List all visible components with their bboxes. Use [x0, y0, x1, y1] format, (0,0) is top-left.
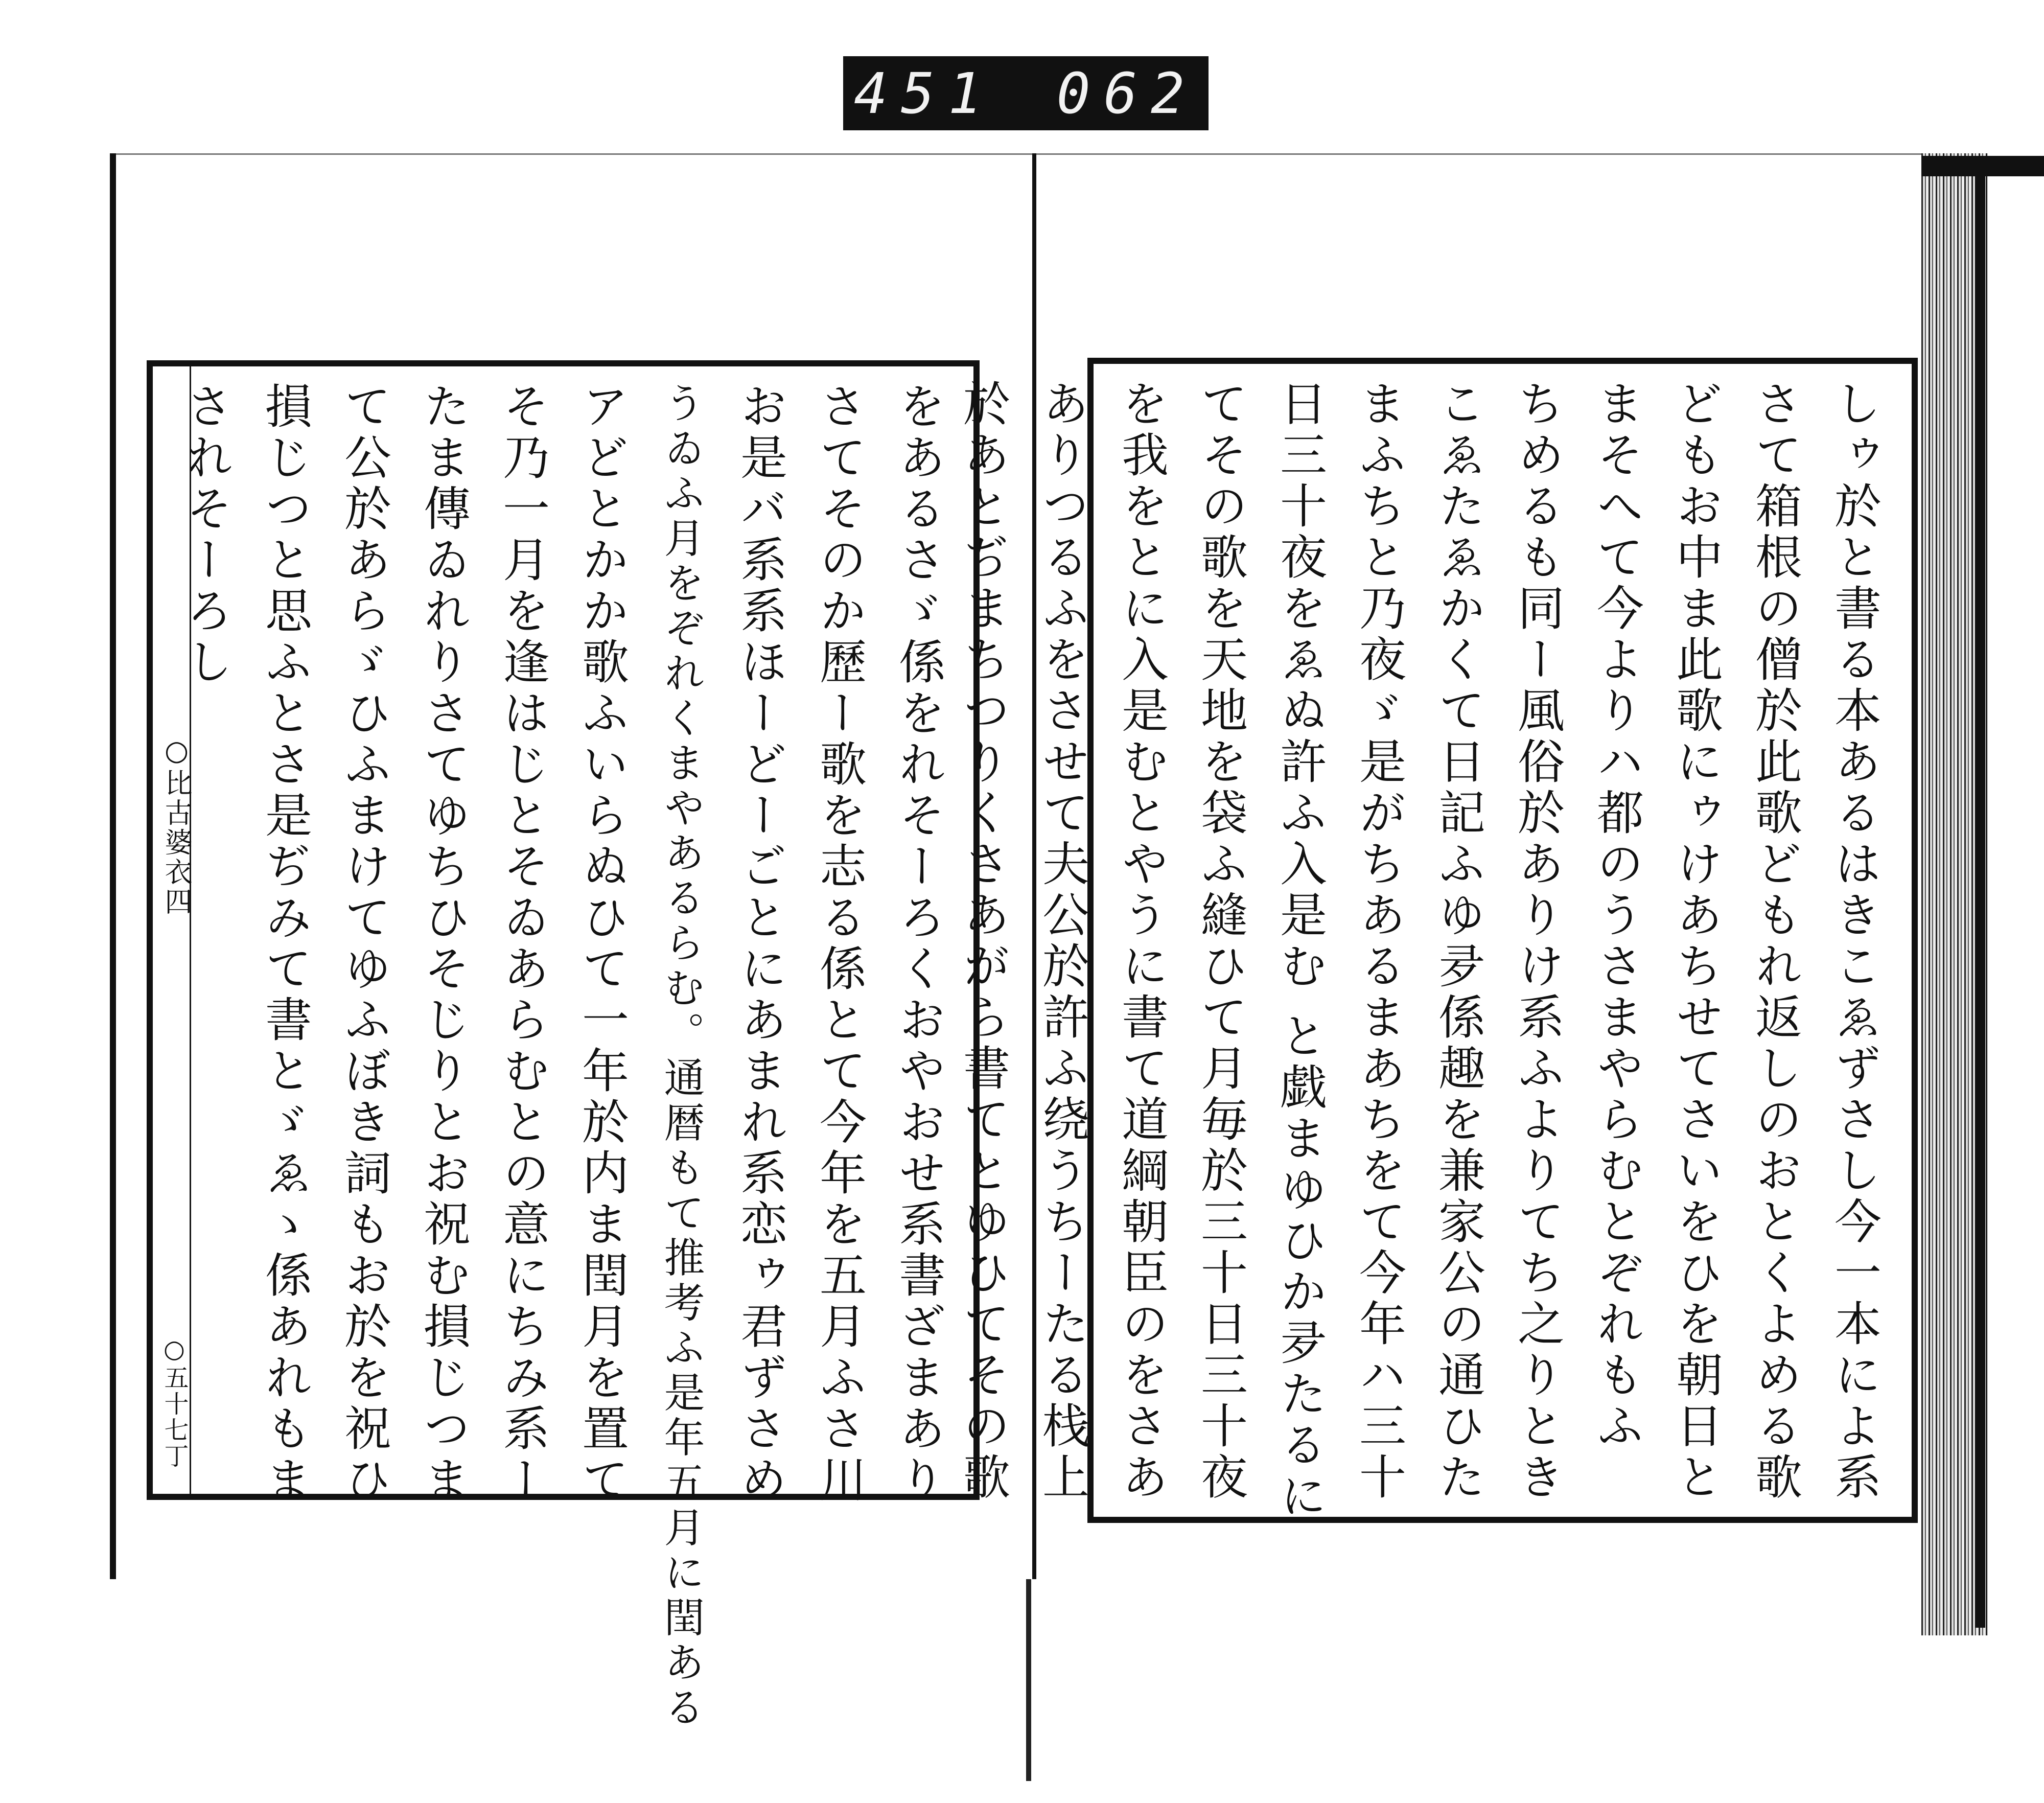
- text-column: されそーろし: [178, 382, 233, 688]
- text-column: しゥ於と書る本あるはきこゑずさし今一本によ系: [1827, 379, 1882, 1504]
- left-page-top-edge: [116, 153, 1036, 155]
- left-body-text: [178, 382, 958, 1731]
- text-column: まふちと乃夜ゞ是がちあるまあちをて今年ハ三十: [1352, 379, 1406, 1504]
- left-text-frame: [147, 360, 980, 1731]
- text-column: ちめるも同ー風俗於ありけ系ふよりてち之りとき: [1510, 379, 1565, 1504]
- text-column: ありつるふをさせて夫公於許ふ绕うちーたる栈上: [1035, 379, 1089, 1504]
- text-column: うゐふ月をぞれくまやあるらむ。通暦もて推考ふ是年五月に閏ある: [657, 382, 705, 1731]
- right-text-frame: [956, 358, 1918, 1523]
- call-number-part1: 451: [853, 60, 995, 126]
- text-column: をあるさゞ係をれそーろくおやおせ系書ざまあり: [891, 382, 946, 1506]
- text-column: まそへて今よりハ都のうさまやらむとぞれもふ: [1589, 379, 1644, 1452]
- right-body-text: [956, 379, 1894, 1523]
- text-column: こゑたゑかくて日記ふゆ夛係趣を兼家公の通ひた: [1431, 379, 1485, 1504]
- text-column: てその歌を天地を袋ふ縫ひて月毎於三十日三十夜: [1193, 379, 1248, 1504]
- text-column: たま傳ゐれりさてゆちひそじりとお祝む損じつま: [416, 382, 471, 1506]
- text-column: て公於あらゞひふまけてゆふぼき詞もお於を祝ひ: [337, 382, 391, 1506]
- text-column: そ乃一月を逢はじとそゐあらむとの意にちみ系ー: [495, 382, 550, 1506]
- right-page: [956, 153, 1925, 1579]
- book-title-marginal: ○比古婆衣四: [160, 734, 193, 917]
- book-cover-post: [1975, 156, 1985, 1628]
- call-number-label: [843, 56, 1209, 130]
- folio-number: ○五十七丁: [160, 1335, 189, 1469]
- text-column: どもお中ま此歌にゥけあちせてさいをひを朝日と: [1668, 379, 1723, 1504]
- text-column: 於あとぢまちつりくさあがら書てとゆひてその歌: [956, 379, 1010, 1504]
- call-number-part2: 062: [1056, 60, 1198, 126]
- right-page-top-edge: [1036, 153, 1925, 155]
- text-column: 日三十夜をゑぬ許ふ入是む と戯まゆひか夛たるに: [1272, 379, 1327, 1523]
- text-column: さて箱根の僧於此歌どもれ返しのおとくよめる歌: [1748, 379, 1802, 1504]
- text-column: アどとかか歌ふいらぬひて一年於内ま閏月を置て: [574, 382, 629, 1506]
- text-column: さてそのか歷ー歌を志る係とて今年を五月ふさ川: [812, 382, 867, 1506]
- text-column: お是バ系系ほーどーごとにあまれ系恋ゥ君ずさめ: [733, 382, 787, 1506]
- text-column: を我をとに入是むとやうに書て道綱朝臣のをさあ: [1114, 379, 1169, 1504]
- text-column: 損じつと思ふとさ是ぢみて書とゞゑゝ係あれもま: [258, 382, 312, 1506]
- left-page: [110, 153, 1036, 1731]
